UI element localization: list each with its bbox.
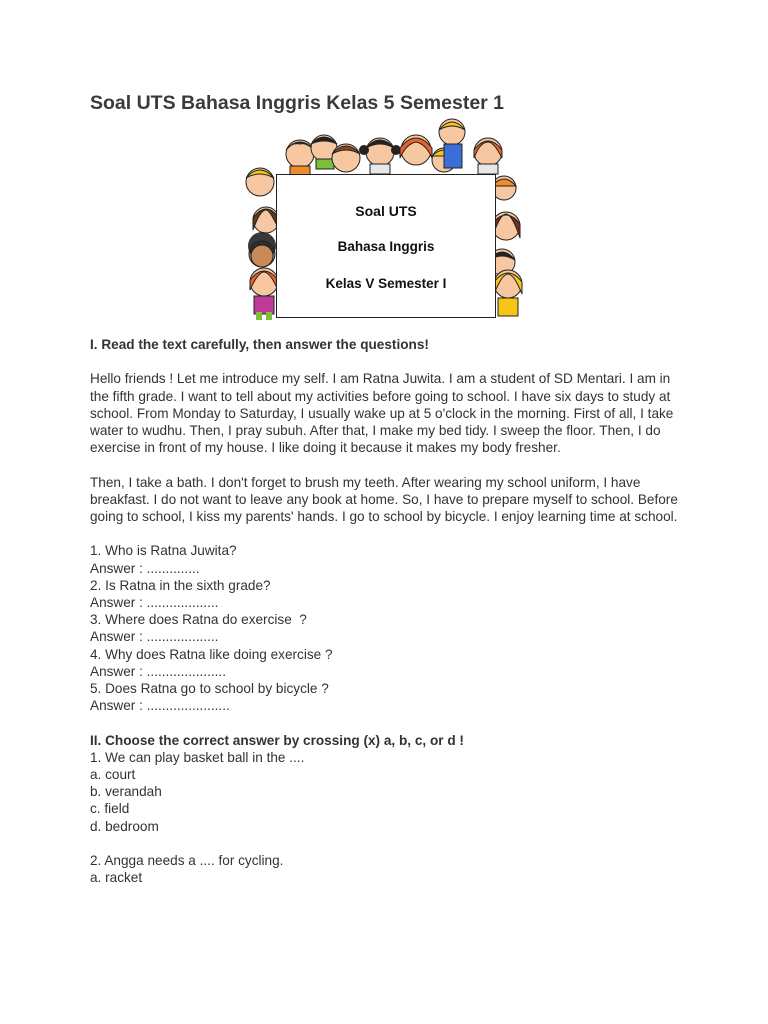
kid-head-1 (286, 140, 314, 176)
answer-line-4: Answer : ..................... (90, 663, 226, 679)
kid-left-3 (248, 232, 276, 267)
cover-illustration (240, 114, 530, 322)
cover-line-1: Soal UTS (355, 203, 417, 219)
answer-line-3: Answer : ................... (90, 629, 219, 645)
kid-left-1 (246, 168, 274, 196)
kid-right-2 (492, 212, 520, 240)
section2-heading: II. Choose the correct answer by crossing (x) a, b, c, or d ! (90, 732, 464, 748)
question-1: 1. Who is Ratna Juwita? (90, 543, 237, 559)
kid-head-5 (400, 135, 432, 165)
question-2: 2. Is Ratna in the sixth grade? (90, 577, 271, 593)
kid-head-4 (359, 138, 401, 174)
answer-line-1: Answer : .............. (90, 560, 200, 576)
kid-right-4 (494, 270, 522, 316)
mc-q1-option-c: c. field (90, 801, 130, 817)
kid-head-8 (474, 138, 502, 174)
kid-head-3 (332, 144, 360, 172)
question-5: 5. Does Ratna go to school by bicycle ? (90, 681, 329, 697)
reading-paragraph-1: Hello friends ! Let me introduce my self. I am Ratna Juwita. I am a student of SD Mentari. I am in the fifth grade. I want to tell about my activities before going to school. I have six days to study at school. From Monday to Saturday, I usually wake up at 5 o'clock in the morning. First of all, I take water to wudhu. Then, I pray subuh. After that, I make my bed tidy. I sweep the floor. Then, I do exercise in front of my house. I like doing it because it makes my body fresher. (90, 371, 674, 456)
mc-q1-option-d: d. bedroom (90, 818, 159, 834)
mc-q1-option-b: b. verandah (90, 784, 162, 800)
kid-left-4 (250, 268, 278, 320)
mc-question-1: 1. We can play basket ball in the .... (90, 749, 305, 765)
cover-board (276, 174, 496, 318)
question-4: 4. Why does Ratna like doing exercise ? (90, 646, 333, 662)
cover-line-3: Kelas V Semester I (325, 276, 447, 291)
mc-q2-option-a: a. racket (90, 870, 143, 886)
document-body (90, 336, 690, 886)
answer-line-2: Answer : ................... (90, 595, 219, 610)
reading-paragraph-2: Then, I take a bath. I don't forget to brush my teeth. After wearing my school uniform, I have breakfast. I do not want to leave any book at home. So, I have to prepare myself to school. Before going to school, I kiss my parents' hands. I go to school by bicycle. I enjoy learning time at school. (90, 474, 678, 524)
question-3: 3. Where does Ratna do exercise ? (90, 612, 307, 628)
page-title: Soal UTS Bahasa Inggris Kelas 5 Semester 1 (90, 92, 505, 114)
mc-q1-option-a: a. court (90, 767, 136, 783)
mc-question-2: 2. Angga needs a .... for cycling. (90, 853, 284, 869)
section1-heading: I. Read the text carefully, then answer the questions! (90, 337, 429, 352)
cover-line-2: Bahasa Inggris (337, 239, 435, 254)
answer-line-5: Answer : ...................... (90, 698, 230, 714)
